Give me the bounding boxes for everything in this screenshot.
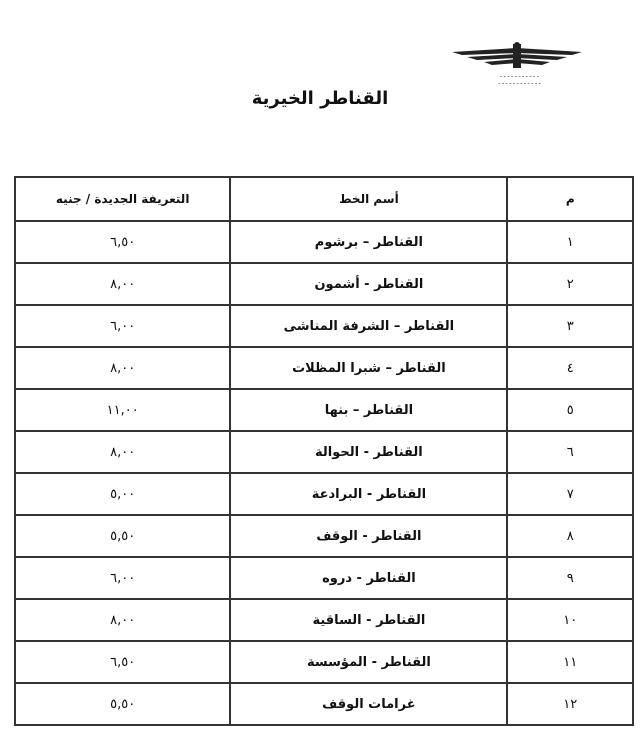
row-fare: ٨,٠٠ — [15, 431, 230, 473]
row-fare: ٥,٥٠ — [15, 515, 230, 557]
header-line-name: أسم الخط — [230, 177, 507, 221]
table-header-row — [15, 177, 633, 221]
row-line-name: القناطر – شبرا المظلات — [230, 347, 507, 389]
header-number: م — [507, 177, 633, 221]
row-line-name: القناطر - البرادعة — [230, 473, 507, 515]
row-line-name: القناطر - أشمون — [230, 263, 507, 305]
row-line-name: القناطر – الشرفة المناشى — [230, 305, 507, 347]
winged-emblem-icon — [432, 42, 602, 72]
row-number: ٧ — [507, 473, 633, 515]
table-row — [15, 221, 633, 263]
table-row — [15, 599, 633, 641]
row-number: ٢ — [507, 263, 633, 305]
row-number: ١ — [507, 221, 633, 263]
organization-logo — [432, 42, 602, 86]
logo-caption-line-1: ـ ـ ـ ـ ـ ـ ـ ـ ـ ـ ـ — [500, 72, 539, 79]
row-number: ٣ — [507, 305, 633, 347]
row-number: ٤ — [507, 347, 633, 389]
row-fare: ٦,٠٠ — [15, 305, 230, 347]
row-line-name: القناطر - الحوالة — [230, 431, 507, 473]
row-fare: ٨,٠٠ — [15, 599, 230, 641]
row-fare: ٦,٥٠ — [15, 641, 230, 683]
table-row — [15, 347, 633, 389]
row-number: ١١ — [507, 641, 633, 683]
row-line-name: القناطر - الوقف — [230, 515, 507, 557]
table-row — [15, 683, 633, 725]
row-fare: ٥,٥٠ — [15, 683, 230, 725]
table-row — [15, 473, 633, 515]
row-fare: ٨,٠٠ — [15, 263, 230, 305]
table-row — [15, 389, 633, 431]
header-new-fare: التعريفة الجديدة / جنيه — [15, 177, 230, 221]
table-row — [15, 557, 633, 599]
row-number: ١٢ — [507, 683, 633, 725]
row-number: ٨ — [507, 515, 633, 557]
page-title: القناطر الخيرية — [251, 88, 389, 109]
table-row — [15, 641, 633, 683]
table-row — [15, 515, 633, 557]
row-fare: ٦,٥٠ — [15, 221, 230, 263]
table-row — [15, 263, 633, 305]
row-number: ٦ — [507, 431, 633, 473]
row-line-name: القناطر – بنها — [230, 389, 507, 431]
row-line-name: القناطر – برشوم — [230, 221, 507, 263]
row-line-name: القناطر - دروه — [230, 557, 507, 599]
fare-table — [14, 176, 634, 726]
row-line-name: القناطر - المؤسسة — [230, 641, 507, 683]
row-fare: ١١,٠٠ — [15, 389, 230, 431]
row-fare: ٥,٠٠ — [15, 473, 230, 515]
row-number: ٩ — [507, 557, 633, 599]
row-fare: ٨,٠٠ — [15, 347, 230, 389]
row-fare: ٦,٠٠ — [15, 557, 230, 599]
table-row — [15, 305, 633, 347]
row-line-name: القناطر - الساقية — [230, 599, 507, 641]
row-number: ١٠ — [507, 599, 633, 641]
logo-caption-line-2: ـ ـ ـ ـ ـ ـ ـ ـ ـ ـ ـ ـ — [498, 79, 541, 86]
table-row — [15, 431, 633, 473]
row-number: ٥ — [507, 389, 633, 431]
row-line-name: غرامات الوقف — [230, 683, 507, 725]
